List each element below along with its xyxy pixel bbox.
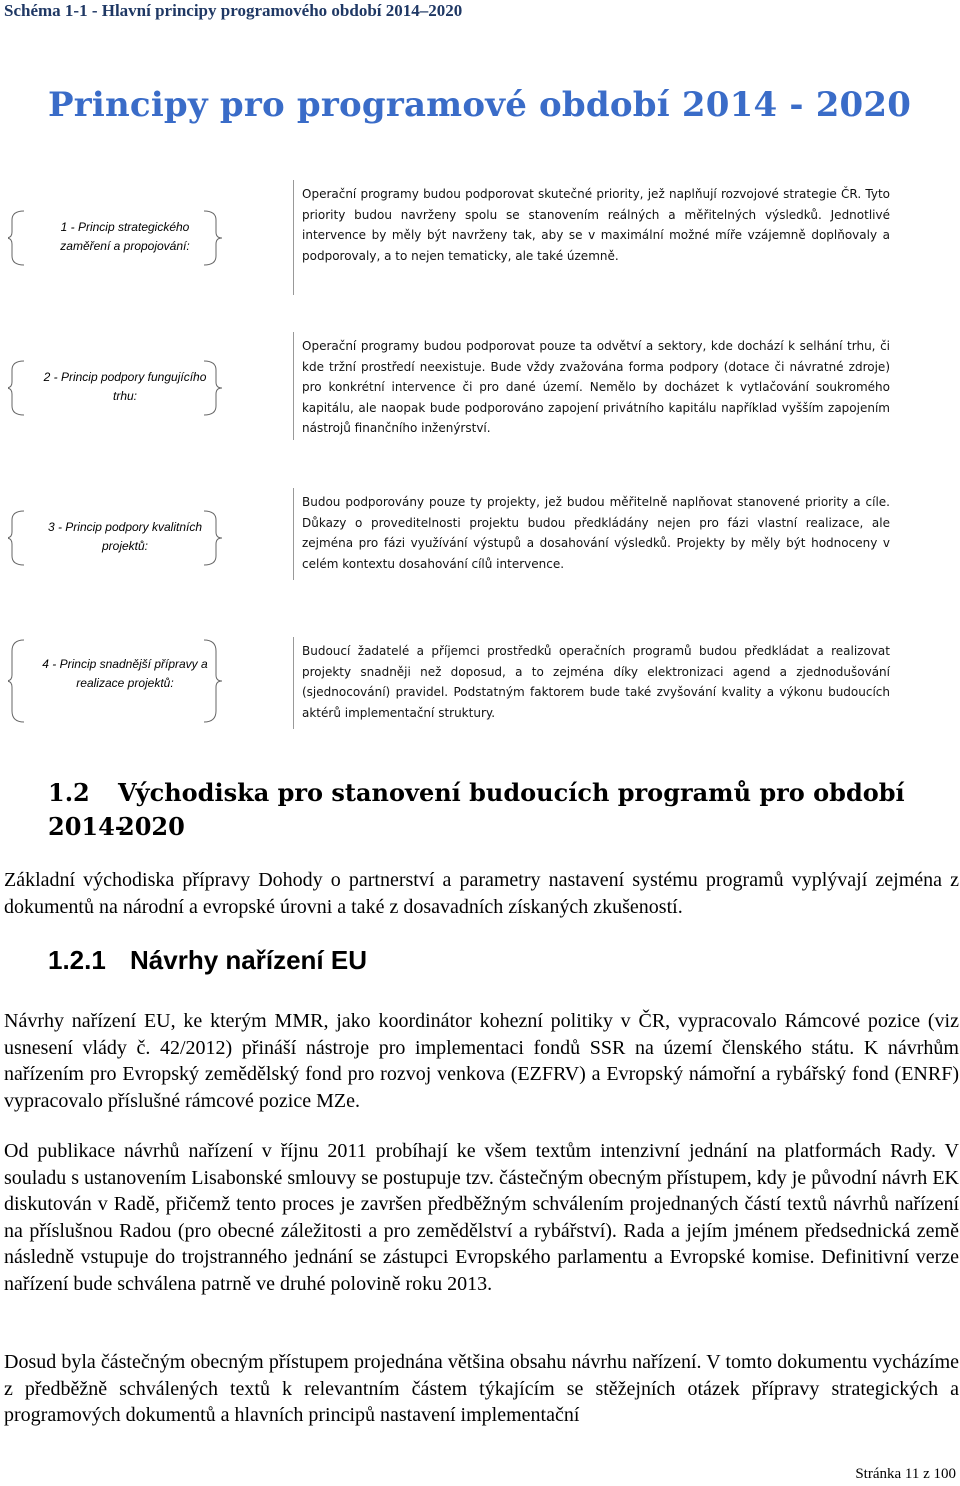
principle-label: 3 - Princip podpory kvalitních projektů: — [47, 520, 203, 553]
principle-label-box — [8, 510, 228, 566]
divider — [293, 332, 294, 440]
page-number: Stránka 11 z 100 — [855, 1466, 956, 1482]
principle-1 — [0, 180, 960, 300]
principle-label: 4 - Princip snadnější přípravy a realizace projektů: — [42, 657, 208, 690]
page-title: Principy pro programové období 2014 - 2020 — [48, 85, 912, 125]
principle-4 — [0, 637, 960, 732]
principle-3 — [0, 488, 960, 583]
divider — [293, 637, 294, 729]
section-title: Východiska pro stanovení budoucích programů pro období 2014- — [48, 778, 905, 841]
principle-text: Budoucí žadatelé a příjemci prostředků operačních programů budou předkládat a realizovat projekty snadněji než doposud, a to zejména díky elektronizaci agend a zjednodušování (sjednocování) pravidel. Podstatným faktorem bude také zvyšování kvality a výkonu budoucích aktérů implementační struktury. — [302, 644, 890, 720]
section-title: Návrhy nařízení EU — [130, 945, 367, 975]
section-number: 1.2 — [48, 778, 90, 807]
section-heading-1-2-1 — [48, 942, 367, 978]
section-title-continued: 2020 — [118, 812, 185, 841]
schema-label: Schéma 1-1 - Hlavní principy programového období 2014–2020 — [4, 1, 463, 20]
principle-label-box — [8, 210, 228, 266]
principle-label: 1 - Princip strategického zaměření a propojování: — [60, 220, 190, 253]
divider — [293, 488, 294, 580]
paragraph-1: Návrhy nařízení EU, ke kterým MMR, jako koordinátor kohezní politiky v ČR, vypracovalo Rámcové pozice (viz usnesení vlády č. 42/2012) přináší nástroje pro implementaci fondů SSR na území členského státu. K návrhům nařízením pro Evropský zemědělský fond pro rozvoj venkova (EZFRV) a Evropský námořní a rybářský fond (ENRF) vypracovalo příslušné rámcové pozice MZe. — [4, 1010, 959, 1112]
principle-text: Budou podporovány pouze ty projekty, jež budou měřitelně naplňovat stanovené priority a cíle. Důkazy o proveditelnosti projektu budou předkládány nejen pro fázi vlastní realizace, ale zejména pro fázi využívání výstupů a dosahování výsledků. Projekty by měly být hodnoceny v celém kontextu dosahování cílů intervence. — [302, 495, 890, 571]
principle-label: 2 - Princip podpory fungujícího trhu: — [43, 370, 207, 403]
principle-label-box — [8, 639, 228, 723]
principle-label-box — [8, 360, 228, 416]
principle-text: Operační programy budou podporovat skutečné priority, jež naplňují rozvojové strategie ČR. Tyto priority budou navrženy spolu se stanovením reálných a měřitelných výsledků. Jednotlivé intervence by měly být navrženy tak, aby se v maximální možné míře vzájemně doplňovaly a podporovaly, a to nejen tematicky, ale také územně. — [302, 187, 890, 263]
section-paragraph: Základní východiska přípravy Dohody o partnerství a parametry nastavení systému programů vyplývají zejména z dokumentů na národní a evropské úrovni a také z dosavadních získaných zkušeností. — [4, 869, 959, 918]
paragraph-3: Dosud byla částečným obecným přístupem projednána většina obsahu návrhu nařízení. V tomto dokumentu vycházíme z předběžně schválených textů k relevantním částem týkajícím se stěžejních otázek přípravy strategických a programových dokumentů a hlavních principů nastavení implementační — [4, 1351, 959, 1426]
principle-text: Operační programy budou podporovat pouze ta odvětví a sektory, kde dochází k selhání trhu, či kde tržní prostředí neexistuje. Bude vždy zvažována forma podpory (dotace či návratné zdroje) pro konkrétní intervence či pro dané území. Nemělo by docházet k vytlačování soukromého kapitálu, ale naopak bude podporováno zapojení privátního kapitálu například vyšším zapojením nástrojů finančního inženýrství. — [302, 339, 890, 435]
section-number: 1.2.1 — [48, 945, 106, 975]
principle-2 — [0, 332, 960, 442]
divider — [293, 180, 294, 295]
paragraph-2: Od publikace návrhů nařízení v říjnu 2011 probíhají ke všem textům intenzivní jednání na platformách Rady. V souladu s ustanovením Lisabonské smlouvy se postupuje tzv. částečným obecným přístupem, kdy je původní návrh EK diskutován v Radě, přičemž tento proces je završen předběžným schválením projednaných částí textů návrhů nařízení na příslušnou Radou (pro obecné záležitosti a pro zemědělství a rybářství). Rada a jejím jménem předsednická země následně vstupuje do trojstranného jednání se zástupci Evropského parlamentu a Evropské komise. Definitivní verze nařízení bude schválena patrně ve druhé polovině roku 2013. — [4, 1140, 959, 1295]
